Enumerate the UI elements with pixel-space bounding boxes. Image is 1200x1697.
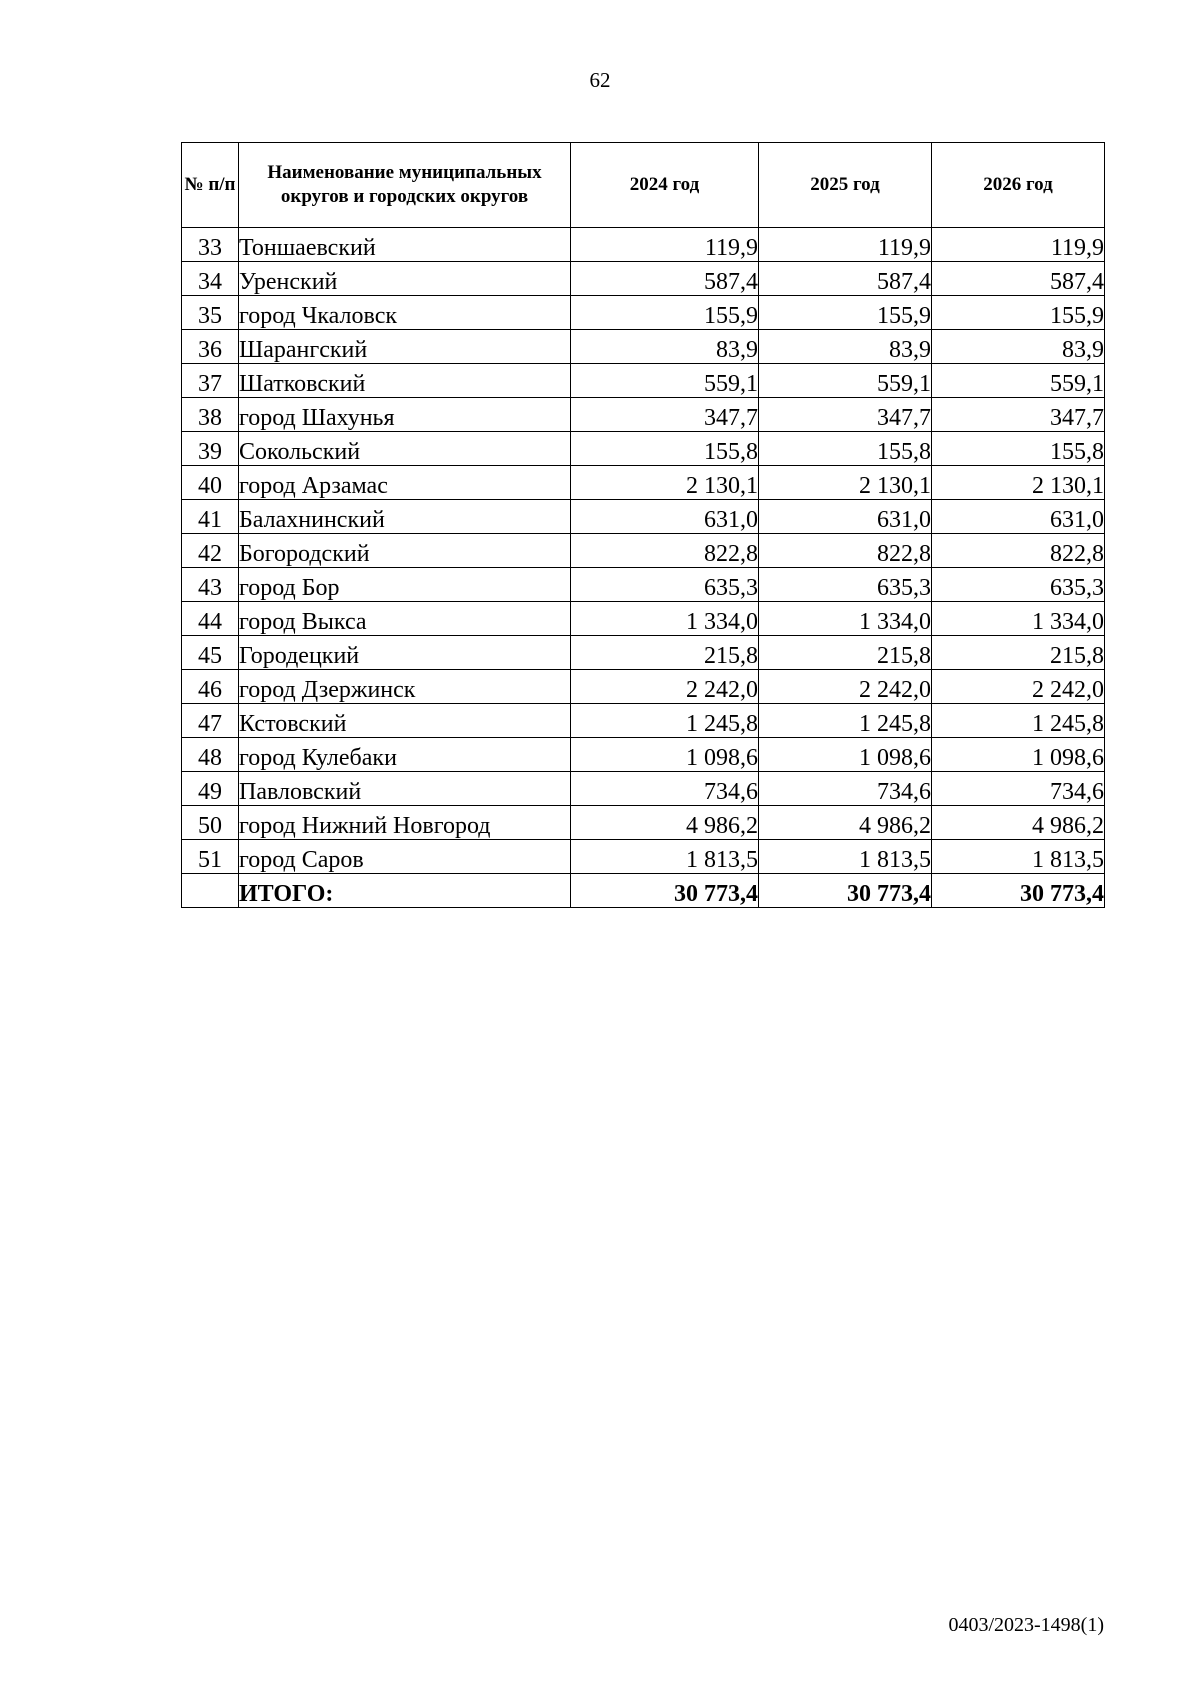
row-value-2025: 1 098,6: [759, 738, 932, 772]
row-name: Городецкий: [239, 636, 571, 670]
total-row: [182, 874, 1105, 908]
row-value-2024: 83,9: [571, 330, 759, 364]
row-value-2025: 734,6: [759, 772, 932, 806]
row-value-2026: 587,4: [932, 262, 1105, 296]
row-name: город Чкаловск: [239, 296, 571, 330]
row-value-2025: 155,8: [759, 432, 932, 466]
table-row: [182, 432, 1105, 466]
row-value-2025: 83,9: [759, 330, 932, 364]
row-number: 35: [182, 296, 239, 330]
table-row: [182, 670, 1105, 704]
row-value-2024: 2 242,0: [571, 670, 759, 704]
row-value-2026: 2 130,1: [932, 466, 1105, 500]
row-name: Павловский: [239, 772, 571, 806]
row-number: 44: [182, 602, 239, 636]
row-number: 36: [182, 330, 239, 364]
row-name: Сокольский: [239, 432, 571, 466]
row-number: 48: [182, 738, 239, 772]
row-value-2026: 1 334,0: [932, 602, 1105, 636]
row-value-2025: 215,8: [759, 636, 932, 670]
header-name: Наименование муниципальных округов и городских округов: [239, 143, 571, 228]
total-number: [182, 874, 239, 908]
row-value-2026: 83,9: [932, 330, 1105, 364]
row-number: 38: [182, 398, 239, 432]
row-value-2024: 734,6: [571, 772, 759, 806]
header-2026: 2026 год: [932, 143, 1105, 228]
row-value-2026: 4 986,2: [932, 806, 1105, 840]
row-value-2026: 155,8: [932, 432, 1105, 466]
table-row: [182, 330, 1105, 364]
row-name: Уренский: [239, 262, 571, 296]
header-number: № п/п: [182, 143, 239, 228]
row-value-2025: 1 813,5: [759, 840, 932, 874]
row-name: город Выкса: [239, 602, 571, 636]
row-value-2026: 347,7: [932, 398, 1105, 432]
table-row: [182, 296, 1105, 330]
row-value-2026: 155,9: [932, 296, 1105, 330]
row-value-2026: 631,0: [932, 500, 1105, 534]
row-value-2026: 559,1: [932, 364, 1105, 398]
row-value-2025: 631,0: [759, 500, 932, 534]
row-value-2024: 155,9: [571, 296, 759, 330]
row-value-2024: 155,8: [571, 432, 759, 466]
row-value-2026: 734,6: [932, 772, 1105, 806]
table-row: [182, 840, 1105, 874]
row-number: 49: [182, 772, 239, 806]
total-value-2026: 30 773,4: [932, 874, 1105, 908]
row-value-2026: 1 813,5: [932, 840, 1105, 874]
row-value-2025: 635,3: [759, 568, 932, 602]
row-value-2024: 215,8: [571, 636, 759, 670]
row-name: город Саров: [239, 840, 571, 874]
row-number: 33: [182, 228, 239, 262]
row-value-2025: 1 245,8: [759, 704, 932, 738]
table-row: [182, 738, 1105, 772]
row-number: 43: [182, 568, 239, 602]
row-name: город Дзержинск: [239, 670, 571, 704]
row-value-2024: 559,1: [571, 364, 759, 398]
row-number: 45: [182, 636, 239, 670]
header-2025: 2025 год: [759, 143, 932, 228]
row-value-2024: 1 334,0: [571, 602, 759, 636]
table-row: [182, 636, 1105, 670]
table-row: [182, 534, 1105, 568]
row-value-2026: 2 242,0: [932, 670, 1105, 704]
row-value-2024: 2 130,1: [571, 466, 759, 500]
table-row: [182, 262, 1105, 296]
table-row: [182, 500, 1105, 534]
header-2024: 2024 год: [571, 143, 759, 228]
row-value-2024: 347,7: [571, 398, 759, 432]
table-row: [182, 568, 1105, 602]
total-label: ИТОГО:: [239, 874, 571, 908]
row-value-2024: 4 986,2: [571, 806, 759, 840]
page-number: 62: [589, 68, 611, 92]
row-value-2024: 1 813,5: [571, 840, 759, 874]
table-row: [182, 704, 1105, 738]
row-value-2026: 1 098,6: [932, 738, 1105, 772]
row-value-2025: 2 242,0: [759, 670, 932, 704]
table-row: [182, 806, 1105, 840]
row-number: 37: [182, 364, 239, 398]
row-number: 40: [182, 466, 239, 500]
row-value-2025: 347,7: [759, 398, 932, 432]
row-value-2025: 155,9: [759, 296, 932, 330]
row-name: Кстовский: [239, 704, 571, 738]
row-value-2026: 635,3: [932, 568, 1105, 602]
row-name: Шатковский: [239, 364, 571, 398]
row-value-2024: 119,9: [571, 228, 759, 262]
total-value-2025: 30 773,4: [759, 874, 932, 908]
row-name: Тоншаевский: [239, 228, 571, 262]
row-name: город Кулебаки: [239, 738, 571, 772]
row-name: город Бор: [239, 568, 571, 602]
row-value-2025: 822,8: [759, 534, 932, 568]
table-header-row: [182, 143, 1105, 228]
row-value-2025: 559,1: [759, 364, 932, 398]
row-name: город Нижний Новгород: [239, 806, 571, 840]
row-value-2024: 1 098,6: [571, 738, 759, 772]
table-row: [182, 228, 1105, 262]
row-number: 46: [182, 670, 239, 704]
row-value-2025: 4 986,2: [759, 806, 932, 840]
row-value-2024: 635,3: [571, 568, 759, 602]
row-value-2024: 1 245,8: [571, 704, 759, 738]
table-row: [182, 602, 1105, 636]
row-value-2024: 587,4: [571, 262, 759, 296]
total-value-2024: 30 773,4: [571, 874, 759, 908]
row-value-2026: 215,8: [932, 636, 1105, 670]
row-value-2026: 822,8: [932, 534, 1105, 568]
row-number: 41: [182, 500, 239, 534]
row-value-2024: 631,0: [571, 500, 759, 534]
row-value-2025: 2 130,1: [759, 466, 932, 500]
row-number: 42: [182, 534, 239, 568]
row-name: Богородский: [239, 534, 571, 568]
row-name: город Арзамас: [239, 466, 571, 500]
row-value-2025: 1 334,0: [759, 602, 932, 636]
budget-table: [181, 142, 1105, 908]
row-number: 50: [182, 806, 239, 840]
table-row: [182, 398, 1105, 432]
row-value-2025: 587,4: [759, 262, 932, 296]
table-row: [182, 772, 1105, 806]
row-number: 47: [182, 704, 239, 738]
row-value-2026: 1 245,8: [932, 704, 1105, 738]
row-name: Шарангский: [239, 330, 571, 364]
table-row: [182, 364, 1105, 398]
row-number: 34: [182, 262, 239, 296]
row-number: 39: [182, 432, 239, 466]
document-code: 0403/2023-1498(1): [948, 1614, 1104, 1636]
table-row: [182, 466, 1105, 500]
row-value-2025: 119,9: [759, 228, 932, 262]
row-number: 51: [182, 840, 239, 874]
row-name: Балахнинский: [239, 500, 571, 534]
row-value-2026: 119,9: [932, 228, 1105, 262]
row-name: город Шахунья: [239, 398, 571, 432]
row-value-2024: 822,8: [571, 534, 759, 568]
